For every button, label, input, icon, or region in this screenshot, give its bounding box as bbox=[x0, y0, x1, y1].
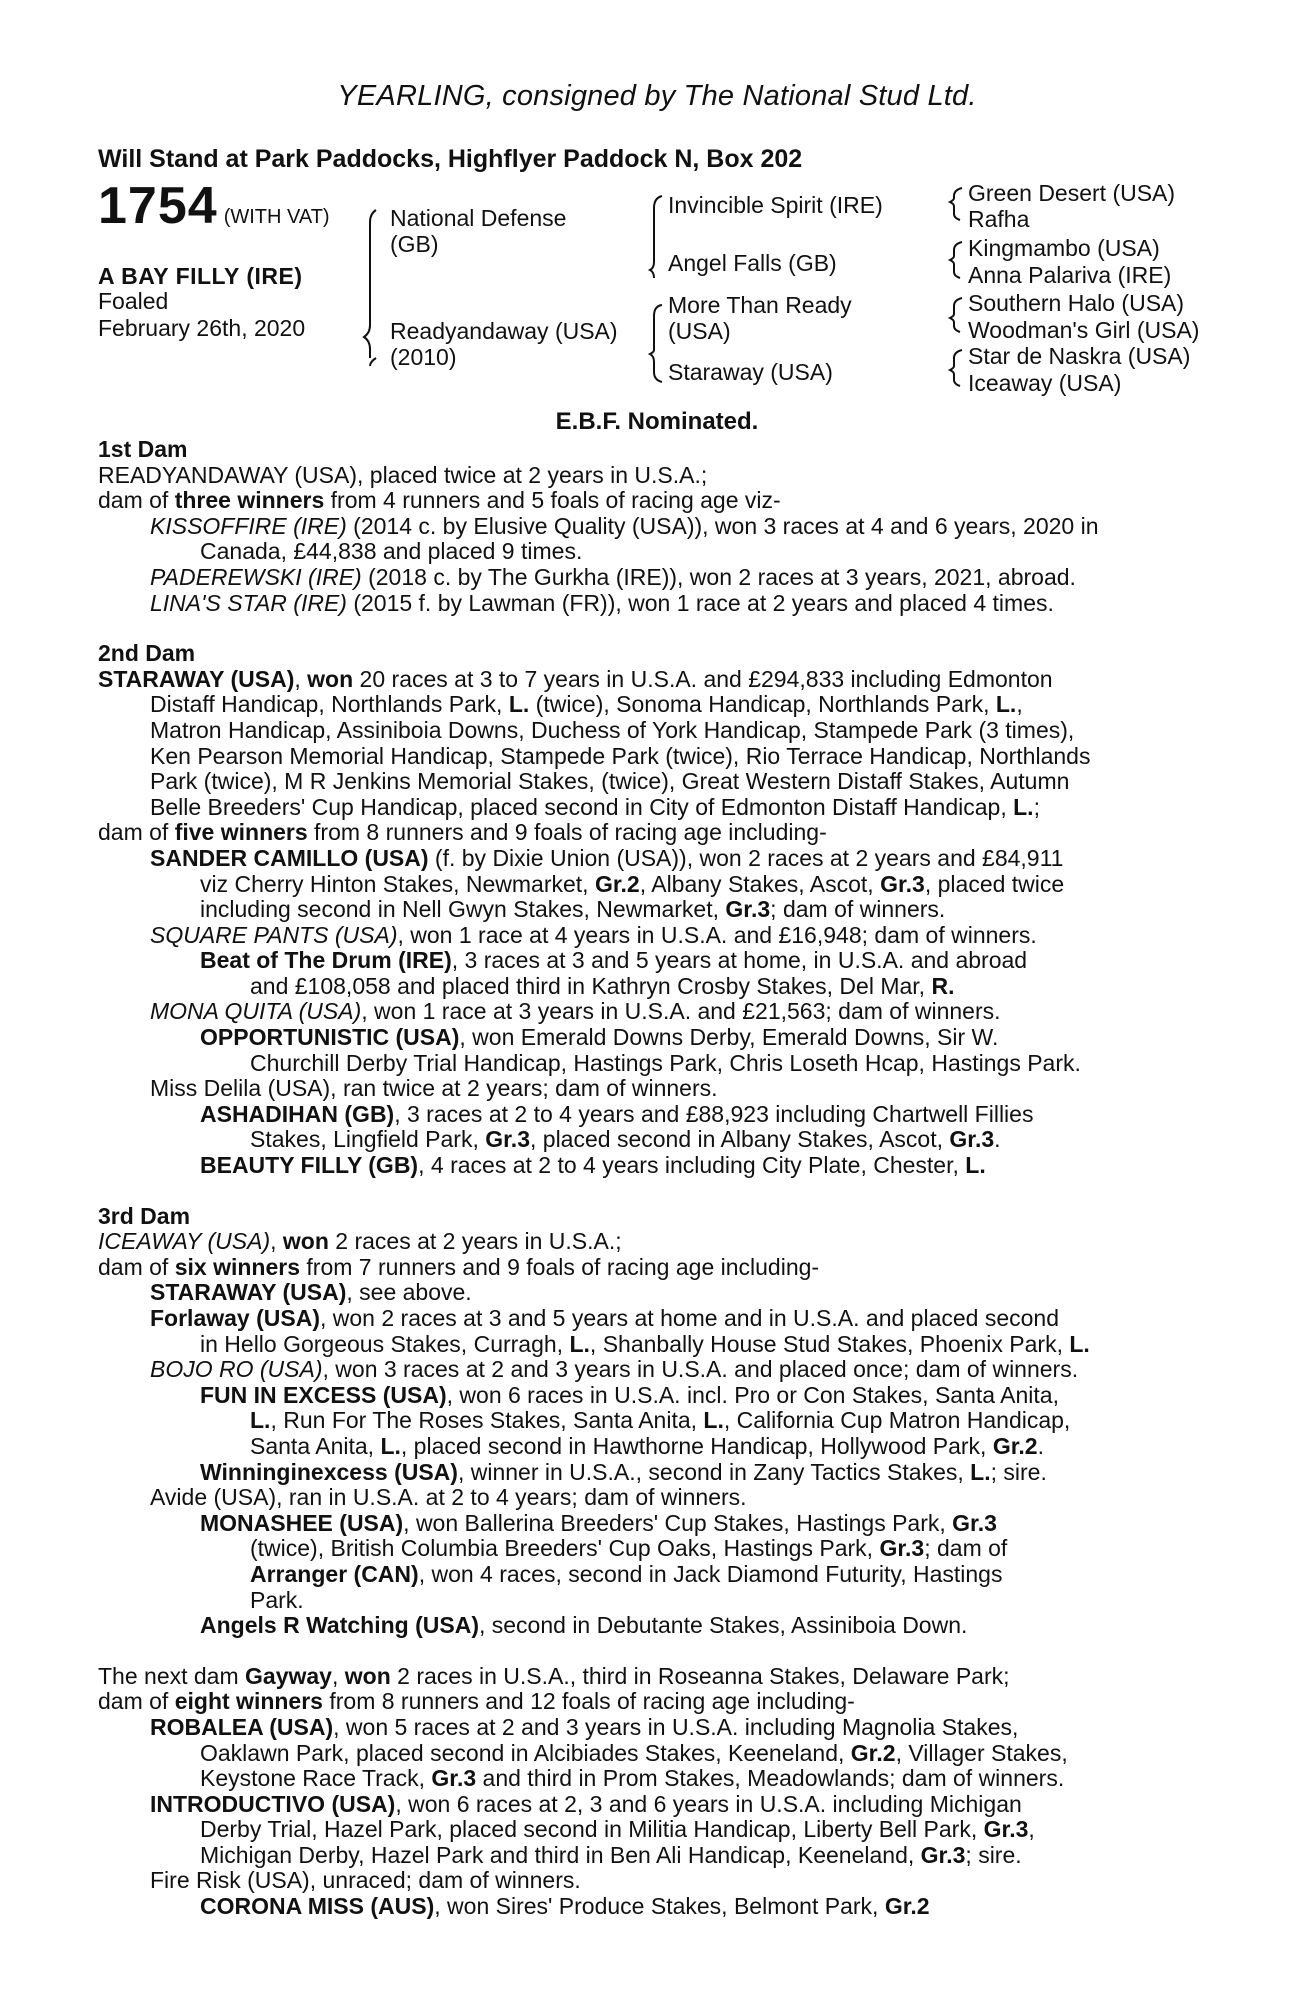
sire-name: National Defense bbox=[390, 205, 567, 231]
pedigree-sire-sire: Invincible Spirit (IRE) bbox=[668, 192, 883, 218]
third-dam-line: dam of six winners from 7 runners and 9 foals of racing age including- bbox=[98, 1253, 820, 1280]
first-dam-line: dam of three winners from 4 runners and 5 foals of racing age viz- bbox=[98, 487, 781, 514]
second-dam-line: Stakes, Lingfield Park, Gr.3, placed second in Albany Stakes, Ascot, Gr.3. bbox=[250, 1126, 1001, 1153]
third-dam-line: STARAWAY (USA), see above. bbox=[150, 1279, 472, 1306]
second-dam-line: Matron Handicap, Assiniboia Downs, Duchess of York Handicap, Stampede Park (3 times), bbox=[150, 716, 1075, 743]
pedigree-sire bbox=[390, 205, 566, 257]
dam-sire-country: (USA) bbox=[668, 318, 731, 344]
second-dam-line: STARAWAY (USA), won 20 races at 3 to 7 years in U.S.A. and £294,833 including Edmonton bbox=[98, 665, 1053, 692]
next-dam-line: Fire Risk (USA), unraced; dam of winners. bbox=[150, 1867, 581, 1894]
next-dam-line: ROBALEA (USA), won 5 races at 2 and 3 years in U.S.A. including Magnolia Stakes, bbox=[150, 1713, 1019, 1740]
second-dam-line: BEAUTY FILLY (GB), 4 races at 2 to 4 years including City Plate, Chester, L. bbox=[200, 1152, 986, 1179]
next-dam-line: Oaklawn Park, placed second in Alcibiades Stakes, Keeneland, Gr.2, Villager Stakes, bbox=[200, 1739, 1068, 1766]
third-dam-line: Park. bbox=[250, 1586, 304, 1613]
first-dam-line: PADEREWSKI (IRE) (2018 c. by The Gurkha (IRE)), won 2 races at 3 years, 2021, abroad. bbox=[150, 563, 1076, 590]
third-dam-heading: 3rd Dam bbox=[98, 1202, 191, 1229]
second-dam-line: Beat of The Drum (IRE), 3 races at 3 and 5 years at home, in U.S.A. and abroad bbox=[200, 947, 1028, 974]
second-dam-line: dam of five winners from 8 runners and 9 foals of racing age including- bbox=[98, 819, 827, 846]
third-dam-line: Arranger (CAN), won 4 races, second in Jack Diamond Futurity, Hastings bbox=[250, 1560, 1003, 1587]
second-dam-line: MONA QUITA (USA), won 1 race at 3 years in U.S.A. and £21,563; dam of winners. bbox=[150, 998, 1001, 1025]
stabling-location: Will Stand at Park Paddocks, Highflyer Paddock N, Box 202 bbox=[98, 145, 803, 173]
third-dam-line: Forlaway (USA), won 2 races at 3 and 5 years at home and in U.S.A. and placed second bbox=[150, 1305, 1059, 1331]
third-dam-line: Angels R Watching (USA), second in Debutante Stakes, Assiniboia Down. bbox=[200, 1612, 968, 1639]
next-dam-line: The next dam Gayway, won 2 races in U.S.A., third in Roseanna Stakes, Delaware Park; bbox=[98, 1662, 1010, 1689]
pedigree-dsd: Woodman's Girl (USA) bbox=[968, 317, 1200, 343]
first-dam-line: LINA'S STAR (IRE) (2015 f. by Lawman (FR)), won 1 race at 2 years and placed 4 times. bbox=[150, 589, 1054, 616]
third-dam-line: MONASHEE (USA), won Ballerina Breeders' Cup Stakes, Hastings Park, Gr.3 bbox=[200, 1509, 997, 1536]
second-dam-line: ASHADIHAN (GB), 3 races at 2 to 4 years and £88,923 including Chartwell Fillies bbox=[200, 1100, 1034, 1127]
vat-note: (WITH VAT) bbox=[223, 206, 330, 228]
pedigree-sdd: Anna Palariva (IRE) bbox=[968, 262, 1172, 288]
second-dam-line: and £108,058 and placed third in Kathryn Crosby Stakes, Del Mar, R. bbox=[250, 972, 955, 999]
catalogue-body bbox=[98, 437, 1218, 1920]
third-dam-line: Winninginexcess (USA), winner in U.S.A., second in Zany Tactics Stakes, L.; sire. bbox=[200, 1458, 1047, 1485]
third-dam-line: BOJO RO (USA), won 3 races at 2 and 3 years in U.S.A. and placed once; dam of winners. bbox=[150, 1356, 1079, 1383]
second-dam-line: including second in Nell Gwyn Stakes, Newmarket, Gr.3; dam of winners. bbox=[200, 896, 946, 923]
pedigree-dam-sire bbox=[668, 292, 852, 344]
second-dam-line: Park (twice), M R Jenkins Memorial Stakes, (twice), Great Western Distaff Stakes, Autumn bbox=[150, 768, 1070, 795]
pedigree-sds: Kingmambo (USA) bbox=[968, 235, 1160, 261]
third-dam-line: FUN IN EXCESS (USA), won 6 races in U.S.A. incl. Pro or Con Stakes, Santa Anita, bbox=[200, 1381, 1059, 1408]
sire-country: (GB) bbox=[390, 231, 439, 257]
third-dam-line: Santa Anita, L., placed second in Hawthorne Handicap, Hollywood Park, Gr.2. bbox=[250, 1432, 1044, 1459]
first-dam-heading: 1st Dam bbox=[98, 436, 188, 462]
foaled-label: Foaled bbox=[98, 288, 169, 314]
second-dam-heading: 2nd Dam bbox=[98, 640, 196, 667]
second-dam-line: SANDER CAMILLO (USA) (f. by Dixie Union (USA)), won 2 races at 2 years and £84,911 bbox=[150, 844, 1064, 871]
third-dam-line: Avide (USA), ran in U.S.A. at 2 to 4 years; dam of winners. bbox=[150, 1484, 747, 1511]
foaled-date: February 26th, 2020 bbox=[98, 315, 306, 341]
third-dam-line: in Hello Gorgeous Stakes, Curragh, L., Shanbally House Stud Stakes, Phoenix Park, L. bbox=[200, 1330, 1090, 1357]
second-dam-line: SQUARE PANTS (USA), won 1 race at 4 years in U.S.A. and £16,948; dam of winners. bbox=[150, 921, 1037, 948]
pedigree-ssd: Rafha bbox=[968, 206, 1030, 232]
next-dam-line: dam of eight winners from 8 runners and 12 foals of racing age including- bbox=[98, 1688, 855, 1715]
pedigree-dam-dam: Staraway (USA) bbox=[668, 359, 833, 385]
pedigree-dds: Star de Naskra (USA) bbox=[968, 343, 1191, 369]
second-dam-line: Distaff Handicap, Northlands Park, L. (twice), Sonoma Handicap, Northlands Park, L., bbox=[150, 691, 1023, 718]
second-dam-line: Ken Pearson Memorial Handicap, Stampede Park (twice), Rio Terrace Handicap, Northlands bbox=[150, 742, 1091, 769]
second-dam-line: Miss Delila (USA), ran twice at 2 years; dam of winners. bbox=[150, 1075, 718, 1102]
next-dam-line: Keystone Race Track, Gr.3 and third in Prom Stakes, Meadowlands; dam of winners. bbox=[200, 1765, 1065, 1792]
second-dam-line: Belle Breeders' Cup Handicap, placed second in City of Edmonton Distaff Handicap, L.; bbox=[150, 793, 1040, 820]
next-dam-line: Michigan Derby, Hazel Park and third in Ben Ali Handicap, Keeneland, Gr.3; sire. bbox=[200, 1841, 1022, 1868]
pedigree-dam bbox=[390, 318, 618, 370]
dam-sire-name: More Than Ready bbox=[668, 292, 852, 318]
pedigree-dss: Southern Halo (USA) bbox=[968, 290, 1185, 316]
third-dam-line: ICEAWAY (USA), won 2 races at 2 years in U.S.A.; bbox=[98, 1228, 622, 1255]
first-dam-line: KISSOFFIRE (IRE) (2014 c. by Elusive Quality (USA)), won 3 races at 4 and 6 years, 2020 in bbox=[150, 512, 1099, 539]
next-dam-line: CORONA MISS (AUS), won Sires' Produce Stakes, Belmont Park, Gr.2 bbox=[200, 1893, 930, 1920]
ebf-nomination: E.B.F. Nominated. bbox=[555, 408, 759, 435]
dam-year: (2010) bbox=[390, 344, 457, 370]
horse-name: A BAY FILLY (IRE) bbox=[98, 263, 303, 289]
dam-name: Readyandaway (USA) bbox=[390, 318, 618, 344]
first-dam-line: READYANDAWAY (USA), placed twice at 2 years in U.S.A.; bbox=[98, 461, 708, 488]
pedigree-sss: Green Desert (USA) bbox=[968, 180, 1176, 206]
next-dam-line: INTRODUCTIVO (USA), won 6 races at 2, 3 and 6 years in U.S.A. including Michigan bbox=[150, 1790, 1022, 1817]
third-dam-line: (twice), British Columbia Breeders' Cup Oaks, Hastings Park, Gr.3; dam of bbox=[250, 1535, 1008, 1562]
second-dam-line: Churchill Derby Trial Handicap, Hastings Park, Chris Loseth Hcap, Hastings Park. bbox=[250, 1049, 1081, 1076]
third-dam-line: L., Run For The Roses Stakes, Santa Anita, L., California Cup Matron Handicap, bbox=[250, 1407, 1071, 1434]
second-dam-line: viz Cherry Hinton Stakes, Newmarket, Gr.2, Albany Stakes, Ascot, Gr.3, placed twice bbox=[200, 870, 1065, 897]
first-dam-line: Canada, £44,838 and placed 9 times. bbox=[200, 538, 583, 565]
next-dam-line: Derby Trial, Hazel Park, placed second in Militia Handicap, Liberty Bell Park, Gr.3, bbox=[200, 1816, 1035, 1843]
lot-number: 1754 bbox=[98, 177, 218, 235]
pedigree-ddd: Iceaway (USA) bbox=[968, 370, 1122, 396]
second-dam-line: OPPORTUNISTIC (USA), won Emerald Downs Derby, Emerald Downs, Sir W. bbox=[200, 1024, 999, 1051]
pedigree-sire-dam: Angel Falls (GB) bbox=[668, 250, 837, 276]
page-title: YEARLING, consigned by The National Stud Ltd. bbox=[337, 80, 977, 112]
